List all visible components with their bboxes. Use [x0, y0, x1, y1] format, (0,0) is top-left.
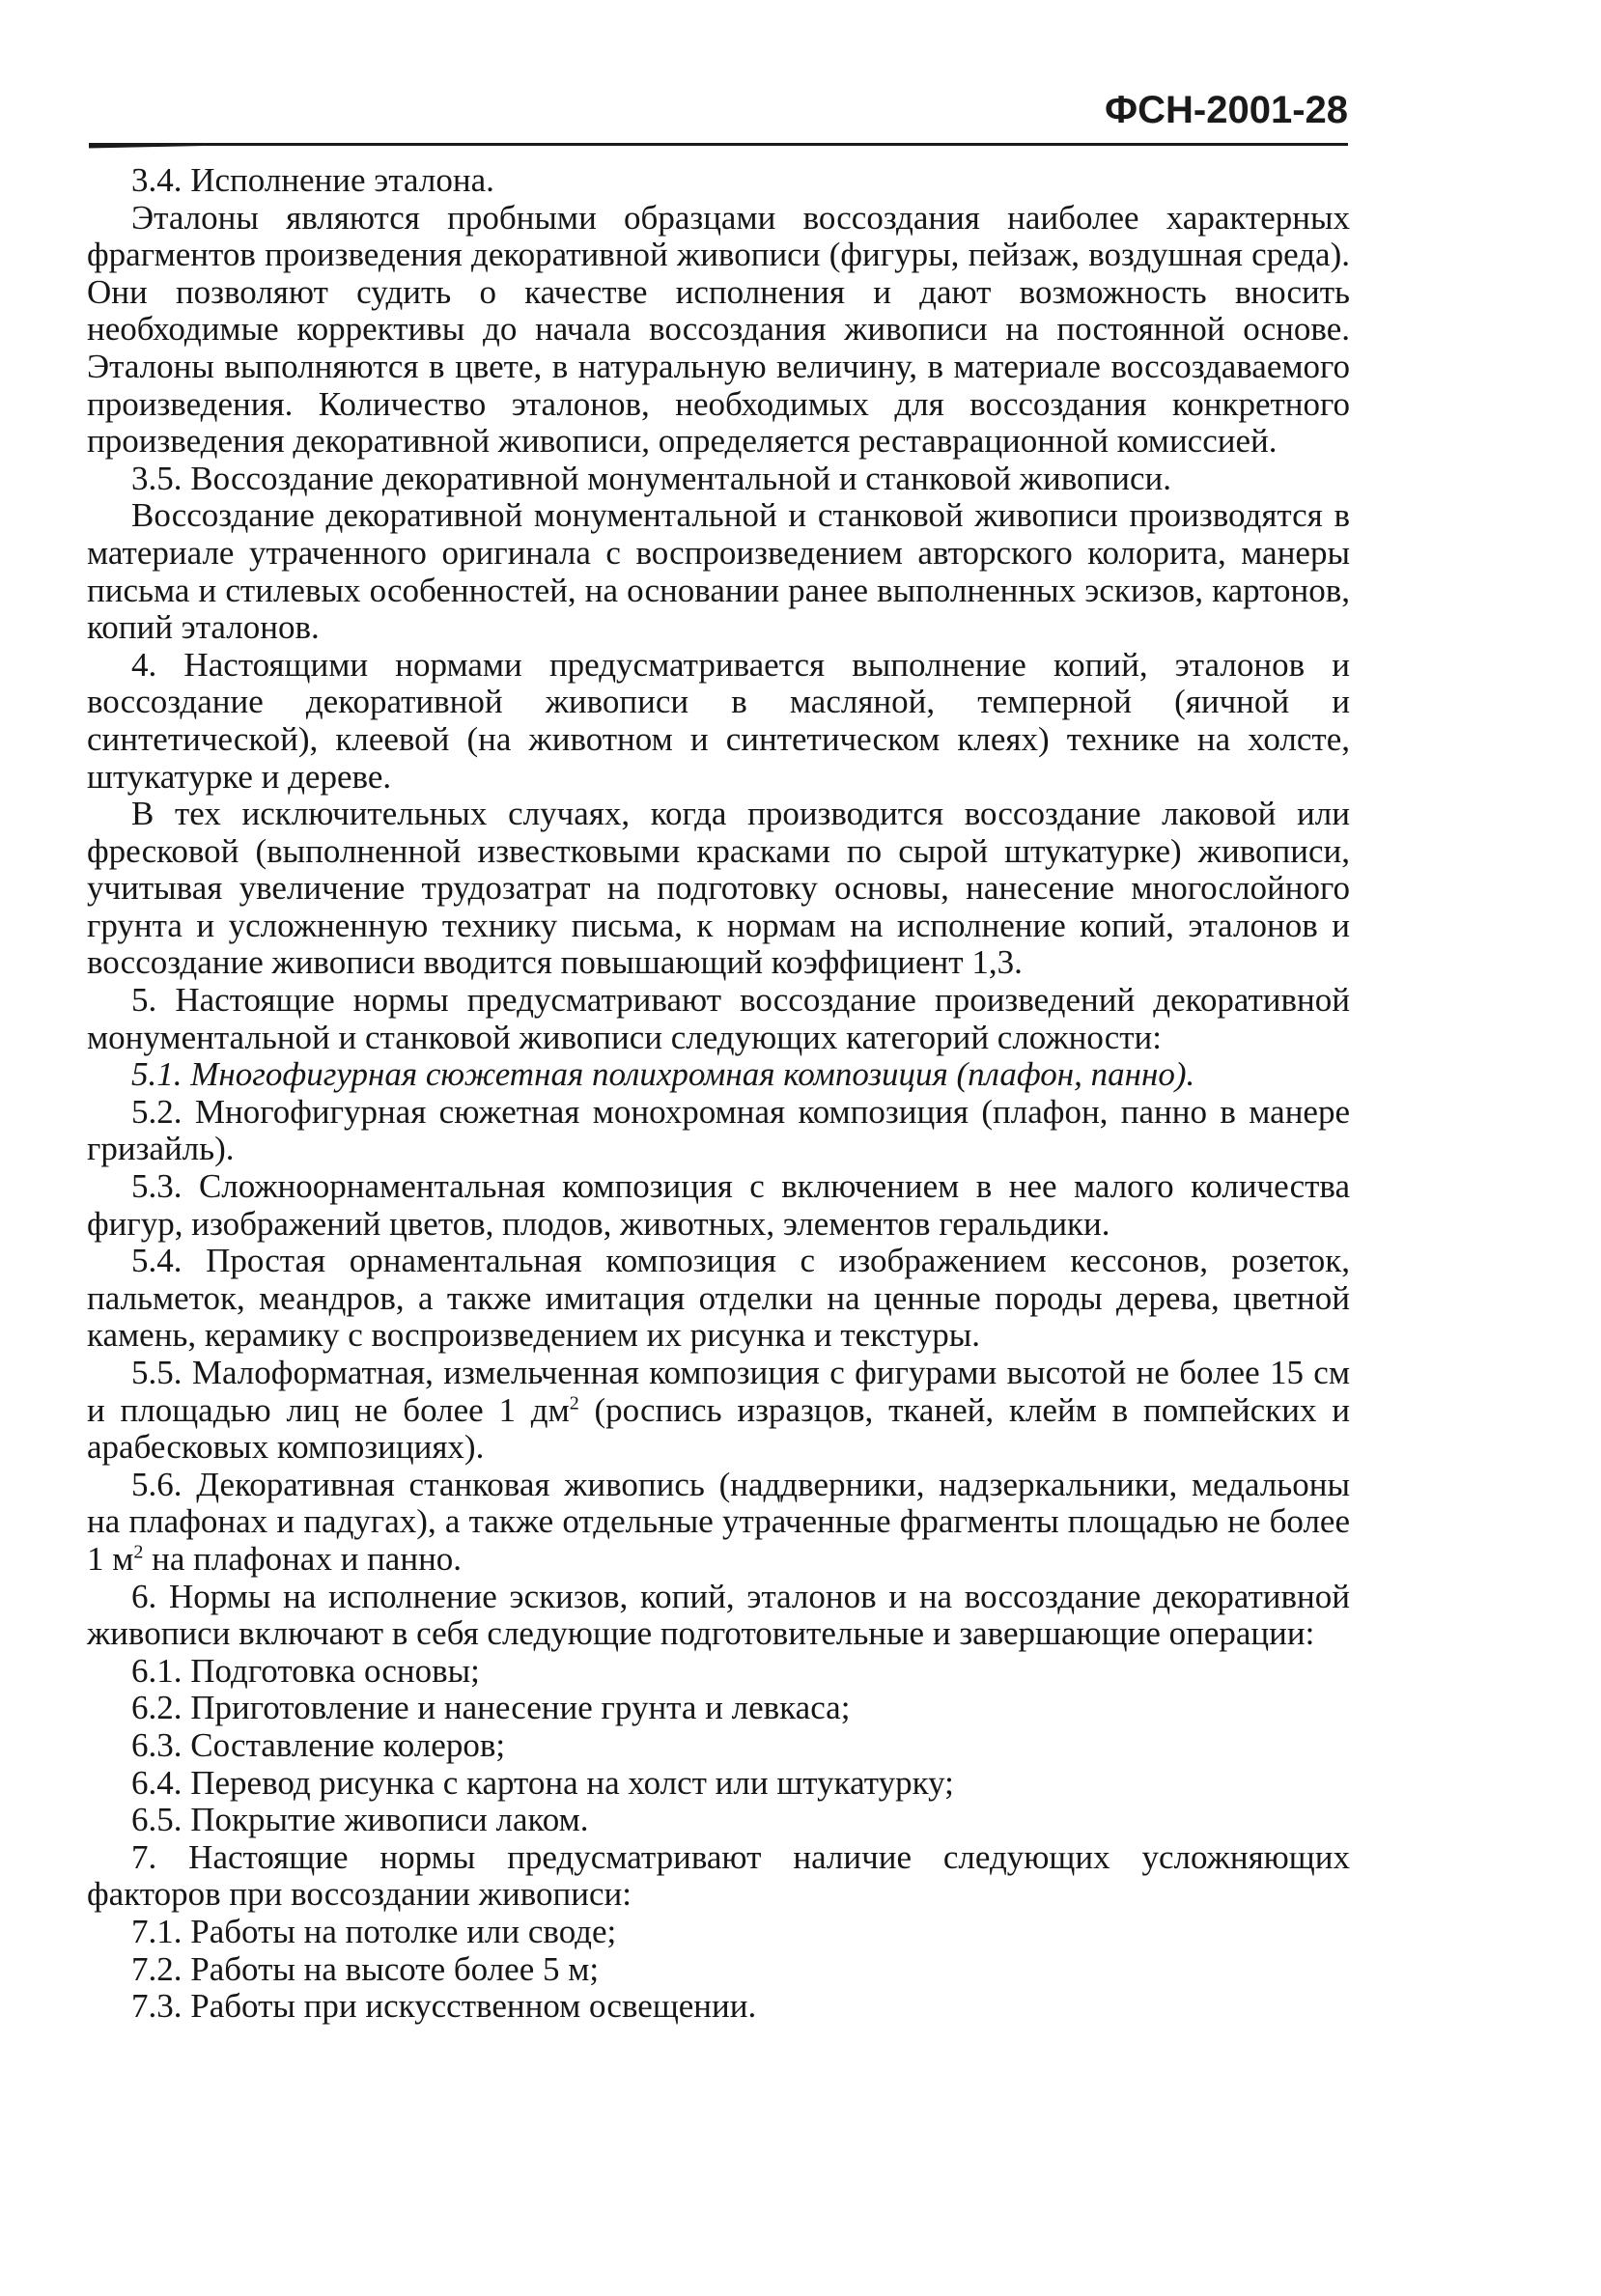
paragraph-item-4: 4. Настоящими нормами предусматривается выполнение копий, эталонов и воссоздание декоративной живописи в масляной, темперной (яичной и синтетической), клеевой (на животном и синтетическом клеях) технике на холсте, штукатурке и дереве. [87, 645, 1350, 796]
list-item-5-2: 5.2. Многофигурная сюжетная монохромная композиция (плафон, панно в манере гризайль). [87, 1092, 1350, 1168]
paragraph-item-6: 6. Нормы на исполнение эскизов, копий, эталонов и на воссоздание декоративной живописи включают в себя следующие подготовительные и завершающие операции: [87, 1577, 1350, 1653]
list-item-5-1 [87, 1056, 1350, 1094]
paragraph-item-7: 7. Настоящие нормы предусматривают наличие следующих усложняющих факторов при воссоздании живописи: [87, 1837, 1350, 1914]
list-item-5-3: 5.3. Сложноорнаментальная композиция с включением в нее малого количества фигур, изображений цветов, плодов, животных, элементов геральдики. [87, 1167, 1350, 1243]
list-item-5-4: 5.4. Простая орнаментальная композиция с изображением кессонов, розеток, пальметок, меандров, а также имитация отделки на ценные породы дерева, цветной камень, керамику с воспроизведением их рисунка и текстуры. [87, 1242, 1350, 1355]
list-item-6-4: 6.4. Перевод рисунка с картона на холст или штукатурку; [131, 1763, 954, 1802]
list-item-6-5: 6.5. Покрытие живописи лаком. [131, 1801, 589, 1839]
superscript-2: 2 [569, 1391, 579, 1414]
list-item-5-6 [87, 1467, 1350, 1579]
list-item-6-3: 6.3. Составление колеров; [131, 1725, 506, 1764]
list-item-5-6-text-a: 5.6. Декоративная станковая живопись (наддверники, надзеркальники, медальоны на плафонах и падугах), а также отдельные утраченные фрагменты площадью не более 1 м [87, 1465, 1350, 1578]
section-heading-3-4: 3.4. Исполнение эталона. [131, 161, 494, 199]
list-item-5-5-text-a: 5.5. Малоформатная, измельченная композиция с фигурами высотой не более 15 см и площадью лиц не более 1 дм [87, 1354, 1350, 1429]
list-item-5-5-text-b: (роспись изразцов, тканей, клейм в помпейских и арабесковых композициях). [87, 1390, 1350, 1467]
superscript-2: 2 [133, 1541, 144, 1563]
list-item-5-5 [87, 1355, 1350, 1467]
document-code: ФСН-2001-28 [1104, 89, 1348, 131]
list-item-7-2: 7.2. Работы на высоте более 5 м; [131, 1949, 600, 1988]
paragraph-recreation: Воссоздание декоративной монументальной и станковой живописи производятся в материале утраченного оригинала с воспроизведением авторского колорита, манеры письма и стилевых особенностей, на основании ранее выполненных эскизов, картонов, копий эталонов. [87, 496, 1350, 647]
paragraph-item-5: 5. Настоящие нормы предусматривают воссоздание произведений декоративной монументальной и станковой живописи следующих категорий сложности: [87, 981, 1350, 1056]
list-item-6-2: 6.2. Приготовление и нанесение грунта и левкаса; [131, 1689, 851, 1727]
section-heading-3-5: 3.5. Воссоздание декоративной монументальной и станковой живописи. [131, 459, 1171, 497]
list-item-5-1-text: 5.1. Многофигурная сюжетная полихромная композиция (плафон, панно). [131, 1055, 1195, 1094]
paragraph-exceptional-cases: В тех исключительных случаях, когда производится воссоздание лаковой или фресковой (выполненной известковыми красками по сырой штукатурке) живописи, учитывая увеличение трудозатрат на подготовку основы, нанесение многослойного грунта и усложненную технику письма, к нормам на исполнение копий, эталонов и воссоздание живописи вводится повышающий коэффициент 1,3. [87, 795, 1350, 982]
list-item-7-3: 7.3. Работы при искусственном освещении. [131, 1987, 757, 2026]
paragraph-etalons: Эталоны являются пробными образцами воссоздания наиболее характерных фрагментов произведения декоративной живописи (фигуры, пейзаж, воздушная среда). Они позволяют судить о качестве исполнения и дают возможность вносить необходимые коррективы до начала воссоздания живописи на постоянной основе. Эталоны выполняются в цвете, в натуральную величину, в материале воссоздаваемого произведения. Количество эталонов, необходимых для воссоздания конкретного произведения декоративной живописи, определяется реставрационной комиссией. [87, 198, 1350, 461]
header-rule [89, 143, 1348, 146]
list-item-7-1: 7.1. Работы на потолке или своде; [131, 1912, 617, 1950]
list-item-6-1: 6.1. Подготовка основы; [131, 1651, 480, 1690]
document-body [87, 162, 1350, 2026]
list-item-5-6-text-b: на плафонах и панно. [143, 1539, 463, 1578]
